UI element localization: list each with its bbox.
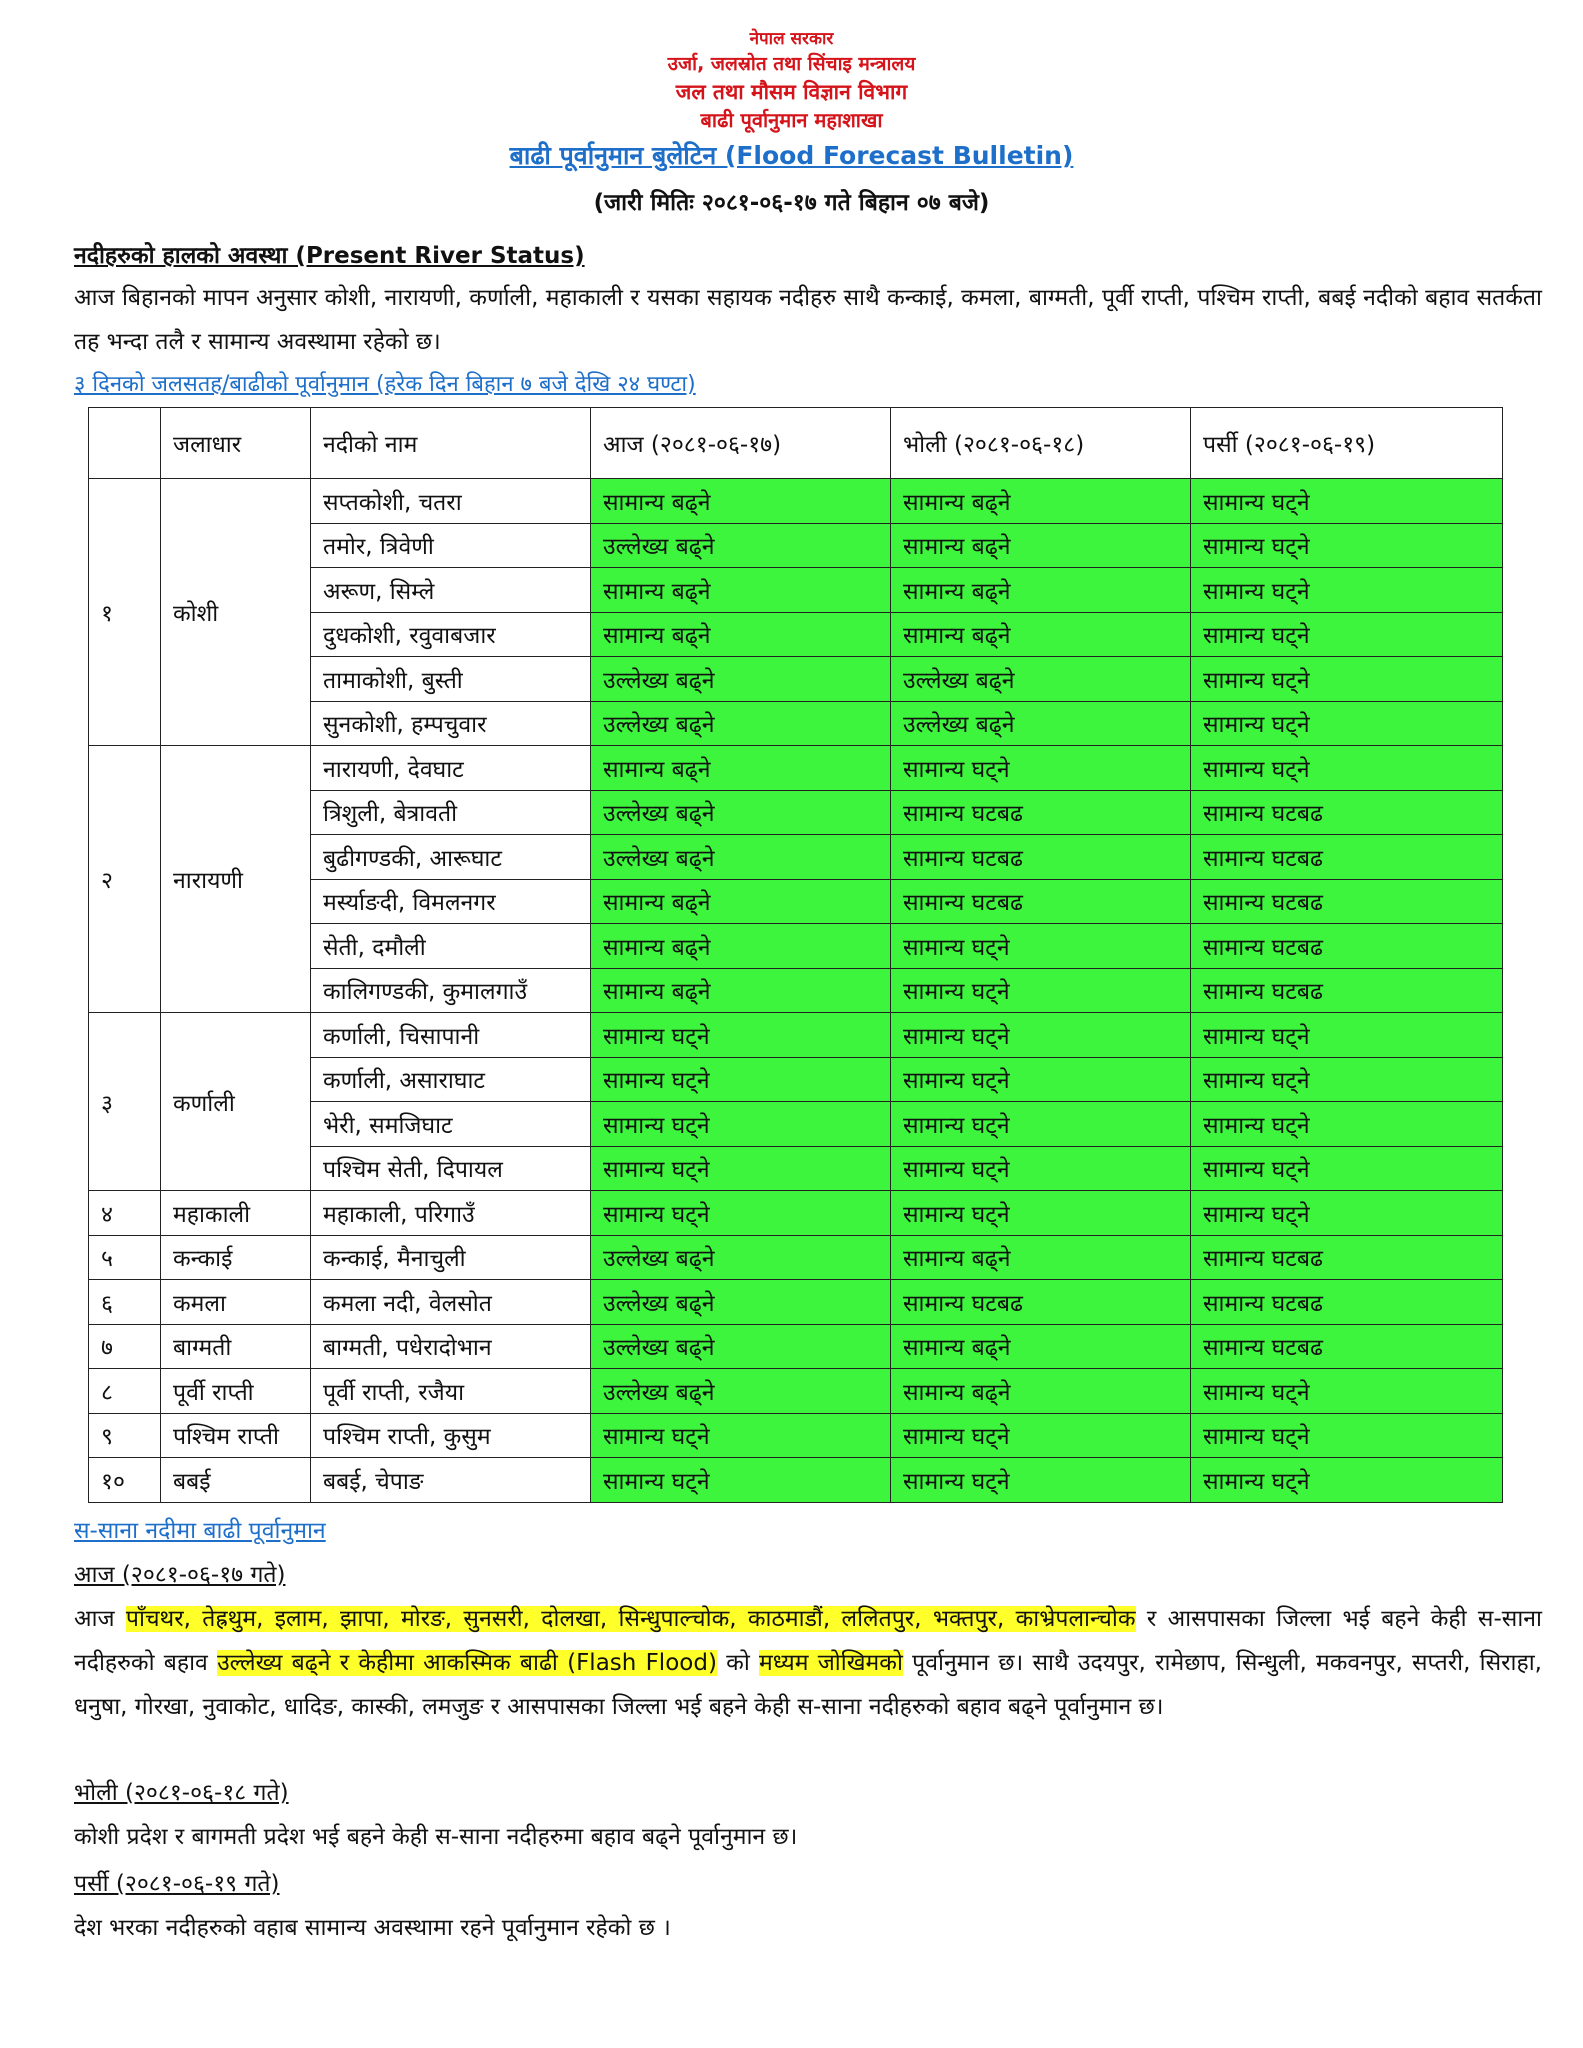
basin-number: २ bbox=[89, 746, 161, 1013]
forecast-dayafter: सामान्य घट्ने bbox=[1191, 523, 1503, 568]
forecast-title: ३ दिनको जलसतह/बाढीको पूर्वानुमान (हरेक दिन बिहान ७ बजे देखि २४ घण्टा) bbox=[74, 372, 696, 397]
basin-name: बाग्मती bbox=[161, 1324, 311, 1369]
forecast-dayafter: सामान्य घट्ने bbox=[1191, 701, 1503, 746]
basin-name: बबई bbox=[161, 1458, 311, 1503]
small-rivers-title: स-साना नदीमा बाढी पूर्वानुमान bbox=[74, 1518, 326, 1544]
forecast-dayafter: सामान्य घटबढ bbox=[1191, 790, 1503, 835]
basin-number: ६ bbox=[89, 1280, 161, 1325]
forecast-tomorrow: सामान्य घटबढ bbox=[891, 1280, 1191, 1325]
forecast-today: सामान्य बढ्ने bbox=[591, 612, 891, 657]
table-row bbox=[89, 1191, 1503, 1236]
forecast-tomorrow: सामान्य बढ्ने bbox=[891, 1369, 1191, 1414]
dayafter-text: देश भरका नदीहरुको वहाब सामान्य अवस्थामा रहने पूर्वानुमान रहेको छ । bbox=[74, 1915, 671, 1941]
basin-name: कन्काई bbox=[161, 1235, 311, 1280]
forecast-today: उल्लेख्य बढ्ने bbox=[591, 835, 891, 880]
basin-number: ५ bbox=[89, 1235, 161, 1280]
forecast-dayafter: सामान्य घटबढ bbox=[1191, 1235, 1503, 1280]
basin-number: ९ bbox=[89, 1413, 161, 1458]
today-text-part: र आसपासका जिल्ला भई बहने केही स-साना नदीहरुको बहाव bbox=[74, 1606, 1542, 1676]
today-text-part: पूर्वानुमान छ। साथै उदयपुर, रामेछाप, सिन्धुली, मकवनपुर, सप्तरी, सिराहा, धनुषा, गोरखा, नुवाकोट, धादिङ, कास्की, लमजुङ र आसपासका जिल्ला भई बहने केही स-साना नदीहरुको बहाव बढ्ने पूर्वानुमान छ। bbox=[74, 1650, 1542, 1720]
station-name: त्रिशुली, बेत्रावती bbox=[311, 790, 591, 835]
forecast-dayafter: सामान्य घट्ने bbox=[1191, 1146, 1503, 1191]
forecast-dayafter: सामान्य घट्ने bbox=[1191, 1102, 1503, 1147]
station-name: कर्णाली, असाराघाट bbox=[311, 1057, 591, 1102]
basin-number: ४ bbox=[89, 1191, 161, 1236]
department-name: जल तथा मौसम विज्ञान विभाग bbox=[675, 80, 908, 104]
basin-number: ३ bbox=[89, 1013, 161, 1191]
dayafter-heading: पर्सी (२०८१-०६-१९ गते) bbox=[74, 1871, 280, 1897]
highlight-districts: पाँचथर, तेह्रथुम, इलाम, झापा, मोरङ, सुनसरी, दोलखा, सिन्धुपाल्चोक, काठमाडौं, ललितपुर, भक्तपुर, काभ्रेपलान्चोक bbox=[125, 1606, 1136, 1632]
forecast-dayafter: सामान्य घटबढ bbox=[1191, 924, 1503, 969]
forecast-dayafter: सामान्य घट्ने bbox=[1191, 612, 1503, 657]
bulletin-title: बाढी पूर्वानुमान बुलेटिन (Flood Forecast Bulletin) bbox=[509, 141, 1074, 170]
forecast-dayafter: सामान्य घट्ने bbox=[1191, 1191, 1503, 1236]
forecast-dayafter: सामान्य घट्ने bbox=[1191, 1413, 1503, 1458]
forecast-dayafter: सामान्य घट्ने bbox=[1191, 568, 1503, 613]
forecast-dayafter: सामान्य घट्ने bbox=[1191, 1057, 1503, 1102]
table-row bbox=[89, 1235, 1503, 1280]
highlight-flash-flood: उल्लेख्य बढ्ने र केहीमा आकस्मिक बाढी (Flash Flood) bbox=[217, 1650, 717, 1676]
forecast-dayafter: सामान्य घट्ने bbox=[1191, 1369, 1503, 1414]
forecast-tomorrow: सामान्य बढ्ने bbox=[891, 479, 1191, 524]
col-header-dayafter: पर्सी (२०८१-०६-१९) bbox=[1191, 408, 1503, 479]
forecast-today: सामान्य बढ्ने bbox=[591, 479, 891, 524]
station-name: दुधकोशी, रवुवाबजार bbox=[311, 612, 591, 657]
basin-name: कमला bbox=[161, 1280, 311, 1325]
station-name: बबई, चेपाङ bbox=[311, 1458, 591, 1503]
basin-number: १० bbox=[89, 1458, 161, 1503]
station-name: भेरी, समजिघाट bbox=[311, 1102, 591, 1147]
station-name: अरूण, सिम्ले bbox=[311, 568, 591, 613]
forecast-today: सामान्य घट्ने bbox=[591, 1191, 891, 1236]
basin-name: नारायणी bbox=[161, 746, 311, 1013]
forecast-today: सामान्य बढ्ने bbox=[591, 746, 891, 791]
table-row bbox=[89, 1369, 1503, 1414]
forecast-today: सामान्य बढ्ने bbox=[591, 968, 891, 1013]
forecast-tomorrow: सामान्य घट्ने bbox=[891, 1146, 1191, 1191]
col-header-num bbox=[89, 408, 161, 479]
station-name: पश्चिम राप्ती, कुसुम bbox=[311, 1413, 591, 1458]
forecast-today: सामान्य घट्ने bbox=[591, 1146, 891, 1191]
forecast-today: सामान्य बढ्ने bbox=[591, 879, 891, 924]
forecast-header-row bbox=[89, 408, 1503, 479]
river-status-text: आज बिहानको मापन अनुसार कोशी, नारायणी, कर्णाली, महाकाली र यसका सहायक नदीहरु साथै कन्काई, कमला, बाग्मती, पूर्वी राप्ती, पश्चिम राप्ती, बबई नदीको बहाव सतर्कता तह भन्दा तलै र सामान्य अवस्थामा रहेको छ। bbox=[74, 285, 1542, 355]
forecast-tomorrow: सामान्य घट्ने bbox=[891, 968, 1191, 1013]
basin-number: ७ bbox=[89, 1324, 161, 1369]
basin-name: पूर्वी राप्ती bbox=[161, 1369, 311, 1414]
forecast-today: उल्लेख्य बढ्ने bbox=[591, 1235, 891, 1280]
tomorrow-heading: भोली (२०८१-०६-१८ गते) bbox=[74, 1780, 289, 1806]
table-row bbox=[89, 1413, 1503, 1458]
forecast-today: उल्लेख्य बढ्ने bbox=[591, 1324, 891, 1369]
forecast-tomorrow: उल्लेख्य बढ्ने bbox=[891, 701, 1191, 746]
station-name: नारायणी, देवघाट bbox=[311, 746, 591, 791]
basin-number: ८ bbox=[89, 1369, 161, 1414]
table-row bbox=[89, 479, 1503, 524]
forecast-dayafter: सामान्य घट्ने bbox=[1191, 657, 1503, 702]
forecast-dayafter: सामान्य घटबढ bbox=[1191, 879, 1503, 924]
table-row bbox=[89, 1280, 1503, 1325]
station-name: तमोर, त्रिवेणी bbox=[311, 523, 591, 568]
basin-name: कर्णाली bbox=[161, 1013, 311, 1191]
station-name: कर्णाली, चिसापानी bbox=[311, 1013, 591, 1058]
forecast-tomorrow: सामान्य घटबढ bbox=[891, 790, 1191, 835]
forecast-dayafter: सामान्य घटबढ bbox=[1191, 968, 1503, 1013]
forecast-today: उल्लेख्य बढ्ने bbox=[591, 790, 891, 835]
col-header-today: आज (२०८१-०६-१७) bbox=[591, 408, 891, 479]
forecast-tomorrow: सामान्य बढ्ने bbox=[891, 523, 1191, 568]
river-status-title: नदीहरुको हालको अवस्था (Present River Status) bbox=[74, 243, 585, 269]
forecast-tomorrow: सामान्य घट्ने bbox=[891, 1413, 1191, 1458]
forecast-today: सामान्य घट्ने bbox=[591, 1013, 891, 1058]
station-name: सेती, दमौली bbox=[311, 924, 591, 969]
forecast-tomorrow: उल्लेख्य बढ्ने bbox=[891, 657, 1191, 702]
station-name: तामाकोशी, बुस्ती bbox=[311, 657, 591, 702]
forecast-tomorrow: सामान्य बढ्ने bbox=[891, 568, 1191, 613]
station-name: बाग्मती, पधेरादोभान bbox=[311, 1324, 591, 1369]
forecast-dayafter: सामान्य घटबढ bbox=[1191, 835, 1503, 880]
forecast-today: सामान्य बढ्ने bbox=[591, 568, 891, 613]
forecast-today: सामान्य घट्ने bbox=[591, 1458, 891, 1503]
station-name: मर्स्याङदी, विमलनगर bbox=[311, 879, 591, 924]
today-heading: आज (२०८१-०६-१७ गते) bbox=[74, 1562, 286, 1588]
forecast-today: सामान्य घट्ने bbox=[591, 1413, 891, 1458]
col-header-river: नदीको नाम bbox=[311, 408, 591, 479]
highlight-risk-level: मध्यम जोखिमको bbox=[759, 1650, 903, 1676]
forecast-tomorrow: सामान्य घटबढ bbox=[891, 835, 1191, 880]
forecast-tomorrow: सामान्य घट्ने bbox=[891, 1057, 1191, 1102]
forecast-today: सामान्य घट्ने bbox=[591, 1057, 891, 1102]
table-row bbox=[89, 1324, 1503, 1369]
station-name: पश्चिम सेती, दिपायल bbox=[311, 1146, 591, 1191]
col-header-tomorrow: भोली (२०८१-०६-१८) bbox=[891, 408, 1191, 479]
forecast-dayafter: सामान्य घटबढ bbox=[1191, 1280, 1503, 1325]
forecast-tomorrow: सामान्य बढ्ने bbox=[891, 1235, 1191, 1280]
station-name: सप्तकोशी, चतरा bbox=[311, 479, 591, 524]
basin-name: महाकाली bbox=[161, 1191, 311, 1236]
table-row bbox=[89, 746, 1503, 791]
govt-name: नेपाल सरकार bbox=[749, 29, 834, 49]
forecast-tomorrow: सामान्य बढ्ने bbox=[891, 1324, 1191, 1369]
forecast-tomorrow: सामान्य घटबढ bbox=[891, 879, 1191, 924]
forecast-tomorrow: सामान्य घट्ने bbox=[891, 924, 1191, 969]
issue-date: (जारी मितिः २०८१-०६-१७ गते बिहान ०७ बजे) bbox=[593, 190, 990, 216]
forecast-dayafter: सामान्य घटबढ bbox=[1191, 1324, 1503, 1369]
tomorrow-text: कोशी प्रदेश र बागमती प्रदेश भई बहने केही स-साना नदीहरुमा बहाव बढ्ने पूर्वानुमान छ। bbox=[74, 1824, 798, 1850]
forecast-dayafter: सामान्य घट्ने bbox=[1191, 479, 1503, 524]
today-text bbox=[74, 1597, 1542, 1729]
today-text-part: को bbox=[716, 1650, 760, 1676]
forecast-tomorrow: सामान्य घट्ने bbox=[891, 746, 1191, 791]
forecast-today: उल्लेख्य बढ्ने bbox=[591, 1369, 891, 1414]
forecast-tomorrow: सामान्य घट्ने bbox=[891, 1191, 1191, 1236]
forecast-dayafter: सामान्य घट्ने bbox=[1191, 746, 1503, 791]
today-text-part: आज bbox=[74, 1606, 126, 1632]
forecast-today: उल्लेख्य बढ्ने bbox=[591, 657, 891, 702]
station-name: बुढीगण्डकी, आरूघाट bbox=[311, 835, 591, 880]
forecast-today: उल्लेख्य बढ्ने bbox=[591, 523, 891, 568]
basin-name: पश्चिम राप्ती bbox=[161, 1413, 311, 1458]
basin-number: १ bbox=[89, 479, 161, 746]
division-name: बाढी पूर्वानुमान महाशाखा bbox=[700, 108, 883, 132]
forecast-today: उल्लेख्य बढ्ने bbox=[591, 701, 891, 746]
forecast-tomorrow: सामान्य बढ्ने bbox=[891, 612, 1191, 657]
table-row bbox=[89, 1013, 1503, 1058]
forecast-table bbox=[88, 407, 1503, 1503]
forecast-today: सामान्य घट्ने bbox=[591, 1102, 891, 1147]
station-name: कमला नदी, वेलसोत bbox=[311, 1280, 591, 1325]
forecast-tomorrow: सामान्य घट्ने bbox=[891, 1102, 1191, 1147]
table-row bbox=[89, 1458, 1503, 1503]
forecast-tomorrow: सामान्य घट्ने bbox=[891, 1013, 1191, 1058]
station-name: सुनकोशी, हम्पचुवार bbox=[311, 701, 591, 746]
forecast-today: उल्लेख्य बढ्ने bbox=[591, 1280, 891, 1325]
basin-name: कोशी bbox=[161, 479, 311, 746]
station-name: कालिगण्डकी, कुमालगाउँ bbox=[311, 968, 591, 1013]
forecast-tomorrow: सामान्य घट्ने bbox=[891, 1458, 1191, 1503]
station-name: पूर्वी राप्ती, रजैया bbox=[311, 1369, 591, 1414]
forecast-today: सामान्य बढ्ने bbox=[591, 924, 891, 969]
col-header-basin: जलाधार bbox=[161, 408, 311, 479]
station-name: महाकाली, परिगाउँ bbox=[311, 1191, 591, 1236]
forecast-dayafter: सामान्य घट्ने bbox=[1191, 1458, 1503, 1503]
station-name: कन्काई, मैनाचुली bbox=[311, 1235, 591, 1280]
ministry-name: उर्जा, जलस्रोत तथा सिंचाइ मन्त्रालय bbox=[667, 53, 916, 75]
forecast-dayafter: सामान्य घट्ने bbox=[1191, 1013, 1503, 1058]
